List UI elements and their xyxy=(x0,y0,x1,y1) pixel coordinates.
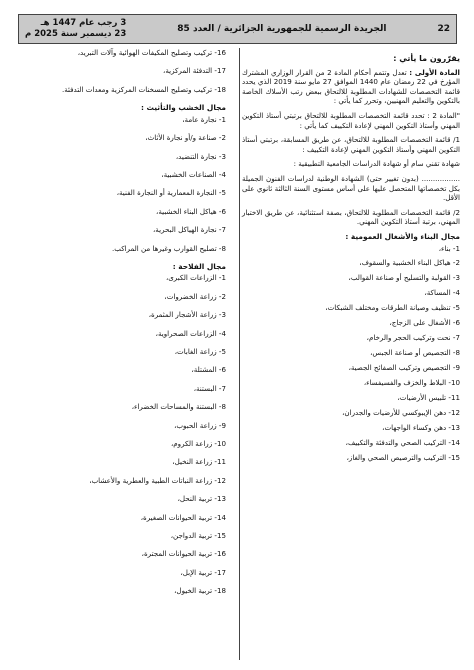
list-item: 4- الصناعات الخشبية، xyxy=(161,169,226,179)
article-1 xyxy=(242,68,460,106)
header-date xyxy=(25,18,126,40)
paragraph: 1/ قائمة التخصصات المطلوبة للالتحاق، عن طريق المسابقة، برتبتي أستاذ التكوين المهني وأستاذ التكوين المهني لإعادة التكييف : xyxy=(242,135,460,154)
date-gregorian: 23 ديسمبر سنة 2025 م xyxy=(25,29,127,39)
list-item: 12- زراعة النباتات الطبية والعطرية والأعشاب، xyxy=(89,475,226,485)
list-item: 2- زراعة الخضروات، xyxy=(164,291,226,301)
section-heading-wood: مجال الخشب والتأثيث : xyxy=(140,103,226,113)
list-item: 6- المشتلة، xyxy=(191,365,226,375)
list-item: 16- تربية الحيوانات المجترة، xyxy=(141,549,226,559)
list-item: 6- الأشغال على الزجاج، xyxy=(389,318,460,328)
paragraph: شهادة تقني سام أو شهادة الدراسات الجامعية التطبيقية : xyxy=(293,159,460,169)
list-item: 8- البستنة والمساحات الخضراء، xyxy=(131,402,226,412)
list-item: 1- الزراعات الكبرى، xyxy=(165,273,226,283)
list-item: 5- النجارة المعمارية أو النجارة الفنية، xyxy=(116,188,226,198)
list-item: 7- البستنة، xyxy=(193,383,226,393)
list-item: 13- دهن وكساء الواجهات، xyxy=(382,423,460,433)
list-item: 17- التدفئة المركزية، xyxy=(163,66,226,76)
agriculture-list xyxy=(18,273,226,595)
construction-list-continued xyxy=(18,48,226,94)
list-item: 14- تربية الحيوانات الصغيرة، xyxy=(140,512,226,522)
list-item: 8- التجصيص أو صناعة الجبس، xyxy=(370,348,460,358)
page-header xyxy=(18,14,457,44)
gazette-title: الجريدة الرسمية للجمهورية الجزائرية / العدد 85 xyxy=(177,24,387,34)
list-item: 11- زراعة النخيل، xyxy=(172,457,226,467)
date-hijri: 3 رجب عام 1447 هـ xyxy=(40,18,127,28)
list-item: 4- المساكة، xyxy=(424,288,460,298)
paragraph: 2/ قائمة التخصصات المطلوبة للالتحاق، بصفة استثنائية، عن طريق الاختبار المهني، برتبة أستاذ التكوين المهني. xyxy=(242,207,460,227)
construction-list xyxy=(242,244,460,463)
article-1-body: تعدل وتتمم أحكام المادة 2 من القرار الوزاري المشترك المؤرخ في 22 رمضان عام 1440 الموافق 27 مايو سنة 2019 الذي يحدد قائمة التخصصات للشهادات المطلوبة للالتحاق ببعض رتب الأسلاك الخاصة بالتكوين والتعليم المهنيين، وتحرر كما يأتي : xyxy=(242,67,460,106)
list-item: 3- زراعة الأشجار المثمرة، xyxy=(148,310,226,320)
list-item: 12- دهن الإيبوكسي للأرضيات والجدران، xyxy=(342,408,460,418)
list-item: 2- هياكل البناء الخشبية والسقوف، xyxy=(359,258,460,268)
article-2-body: تحدد قائمة التخصصات المطلوبة للالتحاق برتبتي أستاذ التكوين المهني وأستاذ التكوين المهني لإعادة التكييف كما يأتي : xyxy=(242,110,460,130)
list-item: 17- تربية الإبل، xyxy=(180,567,226,577)
list-item: 14- التركيب الصحي والتدفئة والتكييف، xyxy=(345,438,460,448)
list-item: 18- تربية الخيول، xyxy=(174,586,226,596)
section-heading-construction: مجال البناء والأشغال العمومية : xyxy=(345,231,460,241)
list-item: 3- نجارة التنضيد، xyxy=(175,151,226,161)
list-item: 6- هياكل البناء الخشبية، xyxy=(156,206,226,216)
list-item: 16- تركيب وتصليح المكيفات الهوائية وآلات التبريد، xyxy=(77,48,226,57)
right-column xyxy=(238,48,460,660)
list-item: 1- بناء، xyxy=(438,243,460,253)
list-item: 2- صناعة و/أو نجارة الأثاث، xyxy=(145,133,226,143)
left-column xyxy=(18,48,226,660)
list-item: 1- نجارة عامة، xyxy=(182,114,226,124)
list-item: 3- القولبة والتسليح أو صناعة القوالب، xyxy=(348,273,460,283)
page-number: 22 xyxy=(437,24,450,34)
article-2 xyxy=(242,111,460,130)
list-item: 15- تربية الدواجن، xyxy=(170,530,226,540)
list-item: 10- زراعة الكروم، xyxy=(170,439,226,448)
list-item: 5- زراعة الغابات، xyxy=(174,347,226,357)
article-1-lead: المادة الأولى : xyxy=(409,67,460,77)
list-item: 5- تنظيف وصيانة الطرقات ومختلف الشبكات، xyxy=(325,303,460,313)
list-item: 15- التركيب والترصيص الصحي والغاز، xyxy=(346,453,460,463)
intro-heading: يقرّرون ما يأتي : xyxy=(393,54,460,63)
list-item: 7- نجارة الهياكل البحرية، xyxy=(153,225,226,235)
paragraph: ................. (بدون تغيير حتى) الشهادة الوطنية لدراسات الفنون الجميلة بكل تخصصاتها المتحصل عليها على أساس مستوى السنة الثالثة ثانوي على الأقل. xyxy=(242,173,460,203)
section-heading-agriculture: مجال الفلاحة : xyxy=(172,261,226,271)
list-item: 10- البلاط والخزف والفسيفساء، xyxy=(363,378,460,388)
list-item: 4- الزراعات الصحراوية، xyxy=(155,328,226,338)
list-item: 7- نحت وتركيب الحجر والرخام، xyxy=(366,333,460,343)
list-item: 11- تلبيس الأرضيات، xyxy=(397,393,460,403)
list-item: 18- تركيب وتصليح المسخنات المركزية ومعدات التدفئة. xyxy=(61,84,226,94)
list-item: 8- تصليح القوارب وغيرها من المراكب. xyxy=(111,243,226,253)
list-item: 13- تربية النحل، xyxy=(177,494,226,504)
wood-list xyxy=(18,115,226,253)
list-item: 9- زراعة الحبوب، xyxy=(174,420,226,430)
list-item: 9- التجصيص وتركيب الصفائح الجصية، xyxy=(348,363,460,373)
article-2-lead: "المادة 2 : xyxy=(427,110,460,120)
